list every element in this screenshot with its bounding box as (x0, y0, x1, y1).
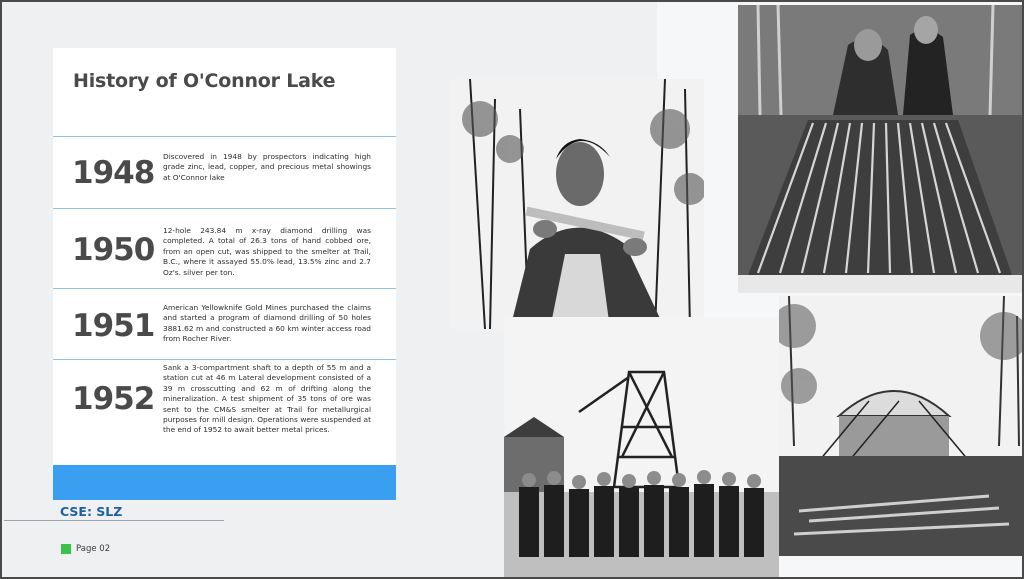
timeline-year: 1951 (72, 308, 155, 344)
timeline-text: Discovered in 1948 by prospectors indicating high grade zinc, lead, copper, and precious metal showings at O'Connor lake (163, 152, 371, 182)
photo-headframe-crew (504, 317, 779, 577)
photo-prospector-core-sample (450, 79, 704, 329)
page-number: Page 02 (76, 544, 111, 554)
timeline-row-1950 (53, 208, 396, 288)
timeline-row-1952 (53, 359, 396, 465)
timeline-year: 1948 (72, 155, 155, 191)
page-title: History of O'Connor Lake (73, 70, 336, 92)
timeline-row-1948 (53, 136, 396, 208)
card-footer-bar (53, 465, 396, 500)
timeline-text: American Yellowknife Gold Mines purchased the claims and started a program of diamond drilling of 50 holes 3881.62 m and constructed a 60 km winter access road from Rocher River. (163, 303, 371, 344)
timeline-row-1951 (53, 288, 396, 359)
timeline-text: 12-hole 243.84 m x-ray diamond drilling was completed. A total of 26.3 tons of hand cobbed ore, from an open cut, was shipped to the smelter at Trail, B.C., where it assayed 55.0% lead, 13.5% zinc and 2.7 Oz's. silver per ton. (163, 226, 371, 277)
timeline-year: 1950 (72, 232, 155, 268)
ticker-underline (4, 520, 224, 521)
history-card (53, 48, 396, 500)
timeline-text: Sank a 3-compartment shaft to a depth of 55 m and a station cut at 46 m Lateral development consisted of a 39 m crosscutting and 62 m of drifting along the mineralization. A test shipment of 35 tons of ore was sent to the CM&S smelter at Trail for metallurgical purposes for mill design. Operations were suspended at the end of 1952 to await better metal prices. (163, 363, 371, 435)
timeline-year: 1952 (72, 381, 155, 417)
photo-drill-core-rack (738, 5, 1022, 293)
page-marker-icon (61, 544, 71, 554)
photo-mine-site-buildings (779, 296, 1024, 556)
ticker-symbol: CSE: SLZ (60, 504, 123, 519)
